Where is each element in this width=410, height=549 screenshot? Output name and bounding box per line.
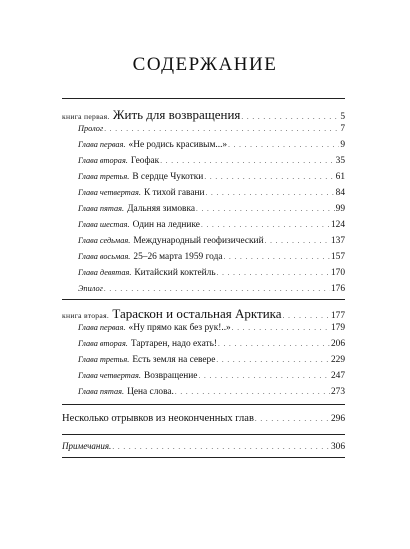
divider-book-2 (62, 404, 345, 405)
toc-entry[interactable] (78, 139, 345, 151)
toc-entry[interactable] (78, 251, 345, 263)
dot-leader (216, 354, 330, 366)
entry-page: 9 (340, 140, 345, 150)
divider-book-1 (62, 299, 345, 300)
toc-entry[interactable] (78, 219, 345, 231)
entry-title: Международный геофизический (133, 236, 264, 246)
toc-entry[interactable] (78, 123, 345, 135)
toc-book-2-page: 177 (330, 311, 345, 321)
dot-leader (112, 441, 330, 453)
toc-notes-title: Примечания. (62, 441, 112, 451)
entry-label: Глава седьмая. (78, 236, 131, 245)
dot-leader (255, 413, 330, 426)
toc-book-1-title: Жить для возвращения (112, 107, 241, 122)
entry-title: Тартарен, надо ехать! (130, 339, 218, 349)
dot-leader (232, 322, 330, 334)
entry-label: Глава третья. (78, 355, 130, 364)
entry-label: Глава восьмая. (78, 252, 131, 261)
entry-label: Глава четвертая. (78, 371, 141, 380)
entry-title: «Ну прямо как без рук!..» (128, 323, 231, 333)
entry-title: Один на леднике (132, 220, 200, 230)
toc-entry[interactable] (78, 283, 345, 295)
toc-entry[interactable] (78, 187, 345, 199)
entry-label: Глава девятая. (78, 268, 132, 277)
entry-title: Дальняя зимовка (127, 204, 196, 214)
entry-page: 99 (335, 204, 345, 214)
toc-notes[interactable] (62, 440, 345, 453)
toc-entry[interactable] (78, 267, 345, 279)
entry-page: 179 (330, 323, 345, 333)
entry-title: «Не родись красивым...» (128, 140, 228, 150)
entry-page: 84 (335, 188, 345, 198)
entry-title: Есть земля на севере (132, 355, 216, 365)
toc-fragments-page: 296 (330, 414, 345, 424)
toc-book-2-heading (62, 306, 282, 323)
entry-label: Глава первая. (78, 140, 126, 149)
entry-title: Цена слова. (127, 387, 174, 397)
toc-fragments[interactable] (62, 412, 345, 426)
entry-label: Глава вторая. (78, 156, 128, 165)
entry-label: Глава вторая. (78, 339, 128, 348)
toc-book-1-prefix: книга первая. (62, 112, 110, 121)
page-title: СОДЕРЖАНИЕ (132, 54, 278, 75)
entry-page: 35 (335, 156, 345, 166)
entry-page: 137 (330, 236, 345, 246)
entry-page: 124 (330, 220, 345, 230)
dot-leader (104, 123, 339, 135)
entry-label: Эпилог (78, 284, 103, 293)
toc-book-1-page: 5 (340, 112, 345, 122)
entry-title: Геофак (130, 156, 160, 166)
dot-leader (217, 267, 330, 279)
dot-leader (228, 139, 339, 151)
entry-page: 170 (330, 268, 345, 278)
entry-page: 273 (330, 387, 345, 397)
entry-label: Глава первая. (78, 323, 126, 332)
entry-page: 61 (335, 172, 345, 182)
dot-leader (206, 187, 335, 199)
entry-title: 25–26 марта 1959 года (133, 252, 223, 262)
entry-page: 7 (340, 124, 345, 134)
toc-book-1-heading (62, 107, 240, 124)
entry-page: 206 (330, 339, 345, 349)
dot-leader (175, 386, 330, 398)
toc-entry[interactable] (78, 155, 345, 167)
dot-leader (198, 370, 330, 382)
entry-label: Глава шестая. (78, 220, 130, 229)
entry-page: 176 (330, 284, 345, 294)
divider-bottom (62, 457, 345, 458)
dot-leader (218, 338, 330, 350)
toc-entry[interactable] (78, 171, 345, 183)
entry-label: Глава пятая. (78, 204, 125, 213)
toc-entry[interactable] (78, 386, 345, 398)
toc-entry[interactable] (78, 203, 345, 215)
dot-leader (201, 219, 330, 231)
entry-title: Возвращение (143, 371, 198, 381)
dot-leader (196, 203, 335, 215)
entry-title: Китайский коктейль (134, 268, 216, 278)
toc-entry[interactable] (78, 235, 345, 247)
entry-title: В сердце Чукотки (132, 172, 204, 182)
divider-top (62, 98, 345, 99)
dot-leader (204, 171, 334, 183)
dot-leader (224, 251, 330, 263)
toc-entry[interactable] (78, 354, 345, 366)
toc-book-2-prefix: книга вторая. (62, 311, 110, 320)
entry-label: Глава пятая. (78, 387, 125, 396)
toc-entry[interactable] (78, 322, 345, 334)
divider-fragments (62, 434, 345, 435)
entry-page: 229 (330, 355, 345, 365)
dot-leader (104, 283, 330, 295)
entry-label: Пролог (78, 124, 104, 133)
entry-title: К тихой гавани (143, 188, 205, 198)
entry-label: Глава третья. (78, 172, 130, 181)
dot-leader (265, 235, 330, 247)
toc-book-2-title: Тараскон и остальная Арктика (112, 306, 282, 321)
entry-label: Глава четвертая. (78, 188, 141, 197)
entry-page: 157 (330, 252, 345, 262)
toc-entry[interactable] (78, 370, 345, 382)
dot-leader (160, 155, 334, 167)
toc-entry[interactable] (78, 338, 345, 350)
toc-notes-page: 306 (330, 442, 345, 452)
entry-page: 247 (330, 371, 345, 381)
toc-fragments-title: Несколько отрывков из неоконченных глав (62, 413, 254, 424)
